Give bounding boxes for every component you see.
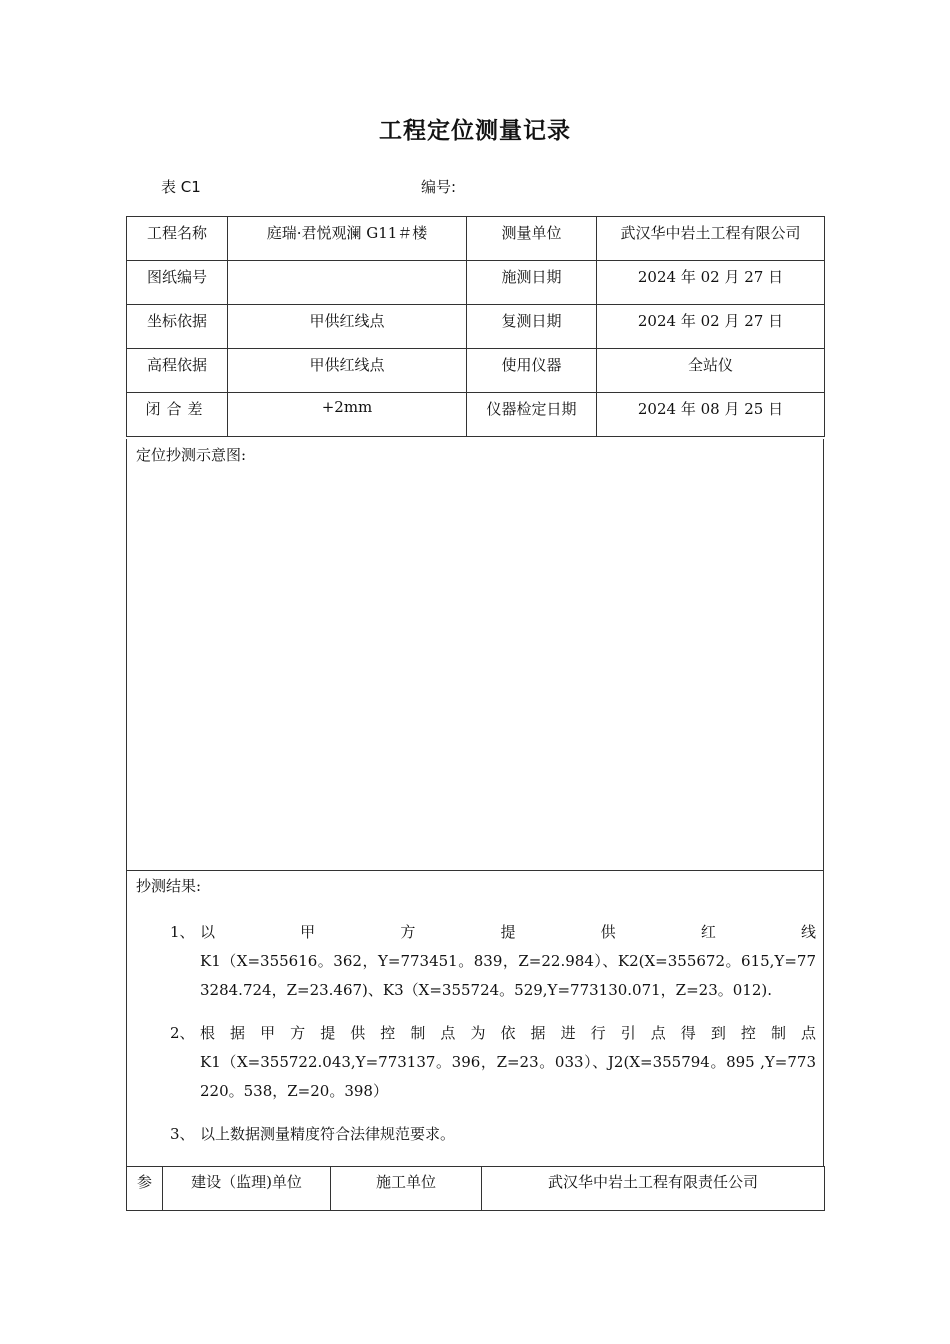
field-value: +2mm	[228, 393, 467, 437]
field-value: 2024 年 02 月 27 日	[597, 261, 825, 305]
sketch-label: 定位抄测示意图:	[136, 446, 247, 464]
field-value	[228, 261, 467, 305]
serial-number-label: 编号:	[421, 178, 457, 196]
field-value: 全站仪	[597, 349, 825, 393]
info-row	[127, 393, 825, 437]
results-list	[170, 918, 816, 1163]
sketch-section	[126, 439, 824, 871]
field-value: 武汉华中岩土工程有限公司	[597, 217, 825, 261]
signature-table	[126, 1166, 825, 1211]
result-3-text: 以上数据测量精度符合法律规范要求。	[200, 1125, 456, 1143]
result-2-text: K1（X=355722.043,Y=773137。396，Z=23。033）、J2(X=355794。895 ,Y=773220。538，Z=20。398）	[200, 1053, 816, 1100]
field-value: 2024 年 08 月 25 日	[597, 393, 825, 437]
info-row	[127, 349, 825, 393]
result-item-1: 1、 以 甲 方 提 供 红 线 K1（X=355616。362，Y=773451。839，Z=22.984）、K2(X=355672。615,Y=773284.724，Z=23.467)、K3（X=355724。529,Y=773130.071，Z=23。012).	[170, 918, 816, 1005]
construction-supervision-unit: 建设（监理)单位	[163, 1167, 331, 1211]
contractor-unit-name: 武汉华中岩土工程有限责任公司	[482, 1167, 825, 1211]
result-1-text: K1（X=355616。362，Y=773451。839，Z=22.984）、K2(X=355672。615,Y=773284.724，Z=23.467)、K3（X=355724。529,Y=773130.071，Z=23。012).	[200, 952, 816, 999]
participants-label: 参	[127, 1167, 163, 1211]
field-label: 高程依据	[127, 349, 228, 393]
field-label: 坐标依据	[127, 305, 228, 349]
field-label: 仪器检定日期	[467, 393, 597, 437]
page-title: 工程定位测量记录	[379, 118, 571, 144]
result-item-2: 2、 根 据 甲 方 提 供 控 制 点 为 依 据 进 行 引 点 得 到 控 制 点 K1（X=355722.043,Y=773137。396，Z=23。033）、J2(X=355794。895 ,Y=773220。538，Z=20。398）	[170, 1019, 816, 1106]
field-label: 使用仪器	[467, 349, 597, 393]
result-2-heading: 根 据 甲 方 提 供 控 制 点 为 依 据 进 行 引 点 得 到 控 制 点	[200, 1024, 816, 1042]
results-label: 抄测结果:	[136, 877, 202, 895]
result-1-heading: 以 甲 方 提 供 红 线	[200, 923, 816, 941]
field-value: 甲供红线点	[228, 349, 467, 393]
info-row	[127, 217, 825, 261]
field-label: 测量单位	[467, 217, 597, 261]
info-row	[127, 305, 825, 349]
field-label: 复测日期	[467, 305, 597, 349]
field-label: 图纸编号	[127, 261, 228, 305]
field-label: 施测日期	[467, 261, 597, 305]
field-value: 庭瑞·君悦观澜 G11＃楼	[228, 217, 467, 261]
contractor-unit-label: 施工单位	[331, 1167, 482, 1211]
field-label: 工程名称	[127, 217, 228, 261]
info-row	[127, 261, 825, 305]
field-label: 闭合差	[127, 393, 228, 437]
form-number: 表 C1	[161, 178, 201, 196]
info-table	[126, 216, 825, 437]
field-value: 2024 年 02 月 27 日	[597, 305, 825, 349]
result-item-3: 3、 以上数据测量精度符合法律规范要求。	[170, 1120, 816, 1149]
field-value: 甲供红线点	[228, 305, 467, 349]
